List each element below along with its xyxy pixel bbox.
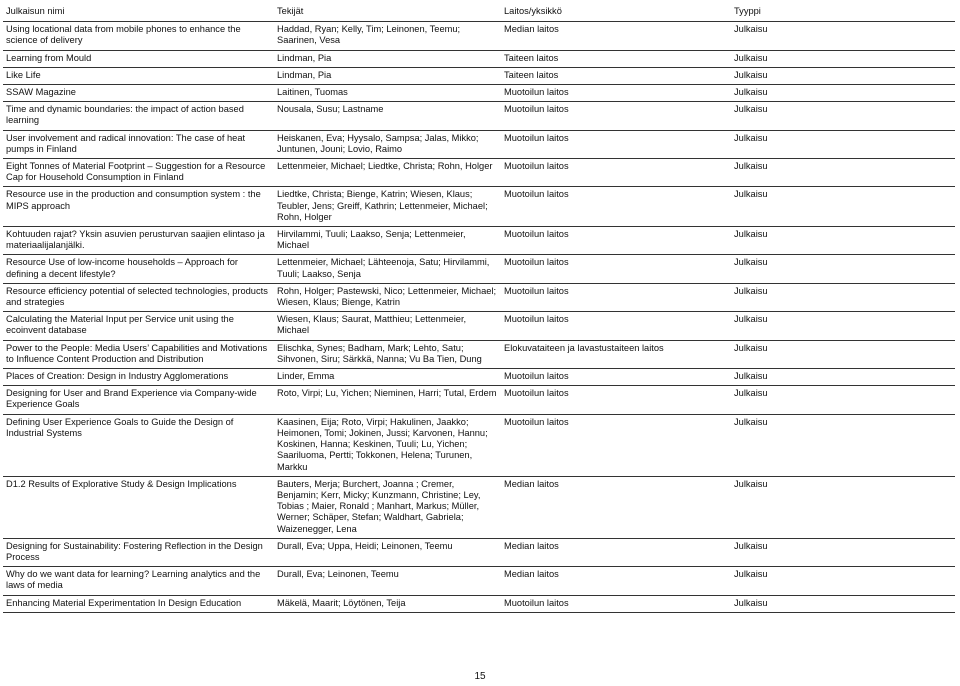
cell-unit: Median laitos (501, 567, 731, 595)
cell-authors: Rohn, Holger; Pastewski, Nico; Lettenmeier, Michael; Wiesen, Klaus; Bienge, Katrin (274, 283, 501, 311)
cell-authors: Laitinen, Tuomas (274, 85, 501, 102)
cell-unit: Muotoilun laitos (501, 386, 731, 414)
cell-type: Julkaisu (731, 476, 955, 538)
cell-authors: Heiskanen, Eva; Hyysalo, Sampsa; Jalas, Mikko; Juntunen, Jouni; Lovio, Raimo (274, 130, 501, 158)
cell-authors: Liedtke, Christa; Bienge, Katrin; Wiesen, Klaus; Teubler, Jens; Greiff, Kathrin; Lettenmeier, Michael; Rohn, Holger (274, 187, 501, 227)
cell-type: Julkaisu (731, 22, 955, 50)
cell-authors: Bauters, Merja; Burchert, Joanna ; Cremer, Benjamin; Kerr, Micky; Kunzmann, Christine; Ley, Tobias ; Maier, Ronald ; Manhart, Markus; Müller, Werner; Schäper, Stefan; Waldhart, Gabriela; Waizenegger, Lena (274, 476, 501, 538)
cell-authors: Lettenmeier, Michael; Lähteenoja, Satu; Hirvilammi, Tuuli; Laakso, Senja (274, 255, 501, 283)
cell-type: Julkaisu (731, 369, 955, 386)
cell-authors: Lettenmeier, Michael; Liedtke, Christa; Rohn, Holger (274, 159, 501, 187)
table-row (3, 595, 955, 612)
cell-unit: Median laitos (501, 22, 731, 50)
cell-title: Why do we want data for learning? Learning analytics and the laws of media (3, 567, 274, 595)
cell-type: Julkaisu (731, 312, 955, 340)
cell-unit: Median laitos (501, 538, 731, 566)
table-row (3, 159, 955, 187)
cell-type: Julkaisu (731, 187, 955, 227)
cell-type: Julkaisu (731, 102, 955, 130)
cell-title: Designing for User and Brand Experience via Company-wide Experience Goals (3, 386, 274, 414)
table-row (3, 22, 955, 50)
cell-type: Julkaisu (731, 538, 955, 566)
cell-authors: Linder, Emma (274, 369, 501, 386)
cell-type: Julkaisu (731, 227, 955, 255)
cell-type: Julkaisu (731, 386, 955, 414)
publications-table (3, 3, 955, 613)
cell-title: Using locational data from mobile phones to enhance the science of delivery (3, 22, 274, 50)
table-row (3, 67, 955, 84)
table-row (3, 85, 955, 102)
table-row (3, 567, 955, 595)
table-row (3, 130, 955, 158)
table-row (3, 340, 955, 368)
cell-title: Eight Tonnes of Material Footprint – Suggestion for a Resource Cap for Household Consumption in Finland (3, 159, 274, 187)
cell-title: Power to the People: Media Users’ Capabilities and Motivations to Influence Content Production and Distribution (3, 340, 274, 368)
cell-unit: Muotoilun laitos (501, 595, 731, 612)
cell-unit: Muotoilun laitos (501, 312, 731, 340)
cell-authors: Kaasinen, Eija; Roto, Virpi; Hakulinen, Jaakko; Heimonen, Tomi; Jokinen, Jussi; Karvonen, Hannu; Koskinen, Hanna; Keskinen, Tuuli; Lu, Yichen; Saariluoma, Pertti; Tokkonen, Helena; Turunen, Markku (274, 414, 501, 476)
header-authors: Tekijät (274, 3, 501, 22)
table-row (3, 50, 955, 67)
header-unit: Laitos/yksikkö (501, 3, 731, 22)
cell-title: User involvement and radical innovation: The case of heat pumps in Finland (3, 130, 274, 158)
table-header-row (3, 3, 955, 22)
cell-authors: Durall, Eva; Uppa, Heidi; Leinonen, Teemu (274, 538, 501, 566)
table-row (3, 187, 955, 227)
cell-authors: Nousala, Susu; Lastname (274, 102, 501, 130)
document-page (3, 3, 955, 613)
cell-authors: Lindman, Pia (274, 50, 501, 67)
cell-type: Julkaisu (731, 130, 955, 158)
table-row (3, 255, 955, 283)
header-title: Julkaisun nimi (3, 3, 274, 22)
header-type: Tyyppi (731, 3, 955, 22)
cell-type: Julkaisu (731, 567, 955, 595)
cell-unit: Taiteen laitos (501, 50, 731, 67)
cell-authors: Wiesen, Klaus; Saurat, Matthieu; Lettenmeier, Michael (274, 312, 501, 340)
cell-type: Julkaisu (731, 159, 955, 187)
cell-title: Places of Creation: Design in Industry Agglomerations (3, 369, 274, 386)
cell-type: Julkaisu (731, 85, 955, 102)
cell-title: Time and dynamic boundaries: the impact of action based learning (3, 102, 274, 130)
table-row (3, 476, 955, 538)
cell-authors: Roto, Virpi; Lu, Yichen; Nieminen, Harri; Tutal, Erdem (274, 386, 501, 414)
cell-title: Designing for Sustainability: Fostering Reflection in the Design Process (3, 538, 274, 566)
cell-title: Resource use in the production and consumption system : the MIPS approach (3, 187, 274, 227)
table-row (3, 102, 955, 130)
table-row (3, 538, 955, 566)
cell-title: SSAW Magazine (3, 85, 274, 102)
cell-unit: Muotoilun laitos (501, 227, 731, 255)
cell-unit: Muotoilun laitos (501, 283, 731, 311)
cell-title: Enhancing Material Experimentation In Design Education (3, 595, 274, 612)
cell-type: Julkaisu (731, 595, 955, 612)
cell-unit: Muotoilun laitos (501, 85, 731, 102)
cell-type: Julkaisu (731, 340, 955, 368)
cell-title: Like Life (3, 67, 274, 84)
cell-type: Julkaisu (731, 67, 955, 84)
cell-type: Julkaisu (731, 283, 955, 311)
cell-authors: Elischka, Synes; Badham, Mark; Lehto, Satu; Sihvonen, Siru; Särkkä, Nanna; Vu Ba Tien, Dung (274, 340, 501, 368)
cell-unit: Elokuvataiteen ja lavastustaiteen laitos (501, 340, 731, 368)
cell-unit: Muotoilun laitos (501, 369, 731, 386)
cell-type: Julkaisu (731, 414, 955, 476)
table-row (3, 283, 955, 311)
cell-authors: Mäkelä, Maarit; Löytönen, Teija (274, 595, 501, 612)
cell-title: Learning from Mould (3, 50, 274, 67)
page-number: 15 (474, 671, 486, 682)
cell-title: Resource Use of low-income households – Approach for defining a decent lifestyle? (3, 255, 274, 283)
cell-unit: Median laitos (501, 476, 731, 538)
cell-unit: Muotoilun laitos (501, 414, 731, 476)
table-row (3, 312, 955, 340)
cell-unit: Muotoilun laitos (501, 255, 731, 283)
cell-type: Julkaisu (731, 255, 955, 283)
cell-authors: Durall, Eva; Leinonen, Teemu (274, 567, 501, 595)
cell-type: Julkaisu (731, 50, 955, 67)
cell-unit: Muotoilun laitos (501, 187, 731, 227)
cell-title: Defining User Experience Goals to Guide the Design of Industrial Systems (3, 414, 274, 476)
cell-authors: Hirvilammi, Tuuli; Laakso, Senja; Lettenmeier, Michael (274, 227, 501, 255)
cell-title: D1.2 Results of Explorative Study & Design Implications (3, 476, 274, 538)
table-row (3, 386, 955, 414)
table-row (3, 227, 955, 255)
table-row (3, 369, 955, 386)
cell-title: Calculating the Material Input per Service unit using the ecoinvent database (3, 312, 274, 340)
cell-unit: Muotoilun laitos (501, 130, 731, 158)
cell-title: Resource efficiency potential of selected technologies, products and strategies (3, 283, 274, 311)
cell-unit: Muotoilun laitos (501, 159, 731, 187)
cell-authors: Lindman, Pia (274, 67, 501, 84)
table-row (3, 414, 955, 476)
cell-authors: Haddad, Ryan; Kelly, Tim; Leinonen, Teemu; Saarinen, Vesa (274, 22, 501, 50)
cell-unit: Taiteen laitos (501, 67, 731, 84)
cell-title: Kohtuuden rajat? Yksin asuvien perusturvan saajien elintaso ja materiaalijalanjälki. (3, 227, 274, 255)
cell-unit: Muotoilun laitos (501, 102, 731, 130)
